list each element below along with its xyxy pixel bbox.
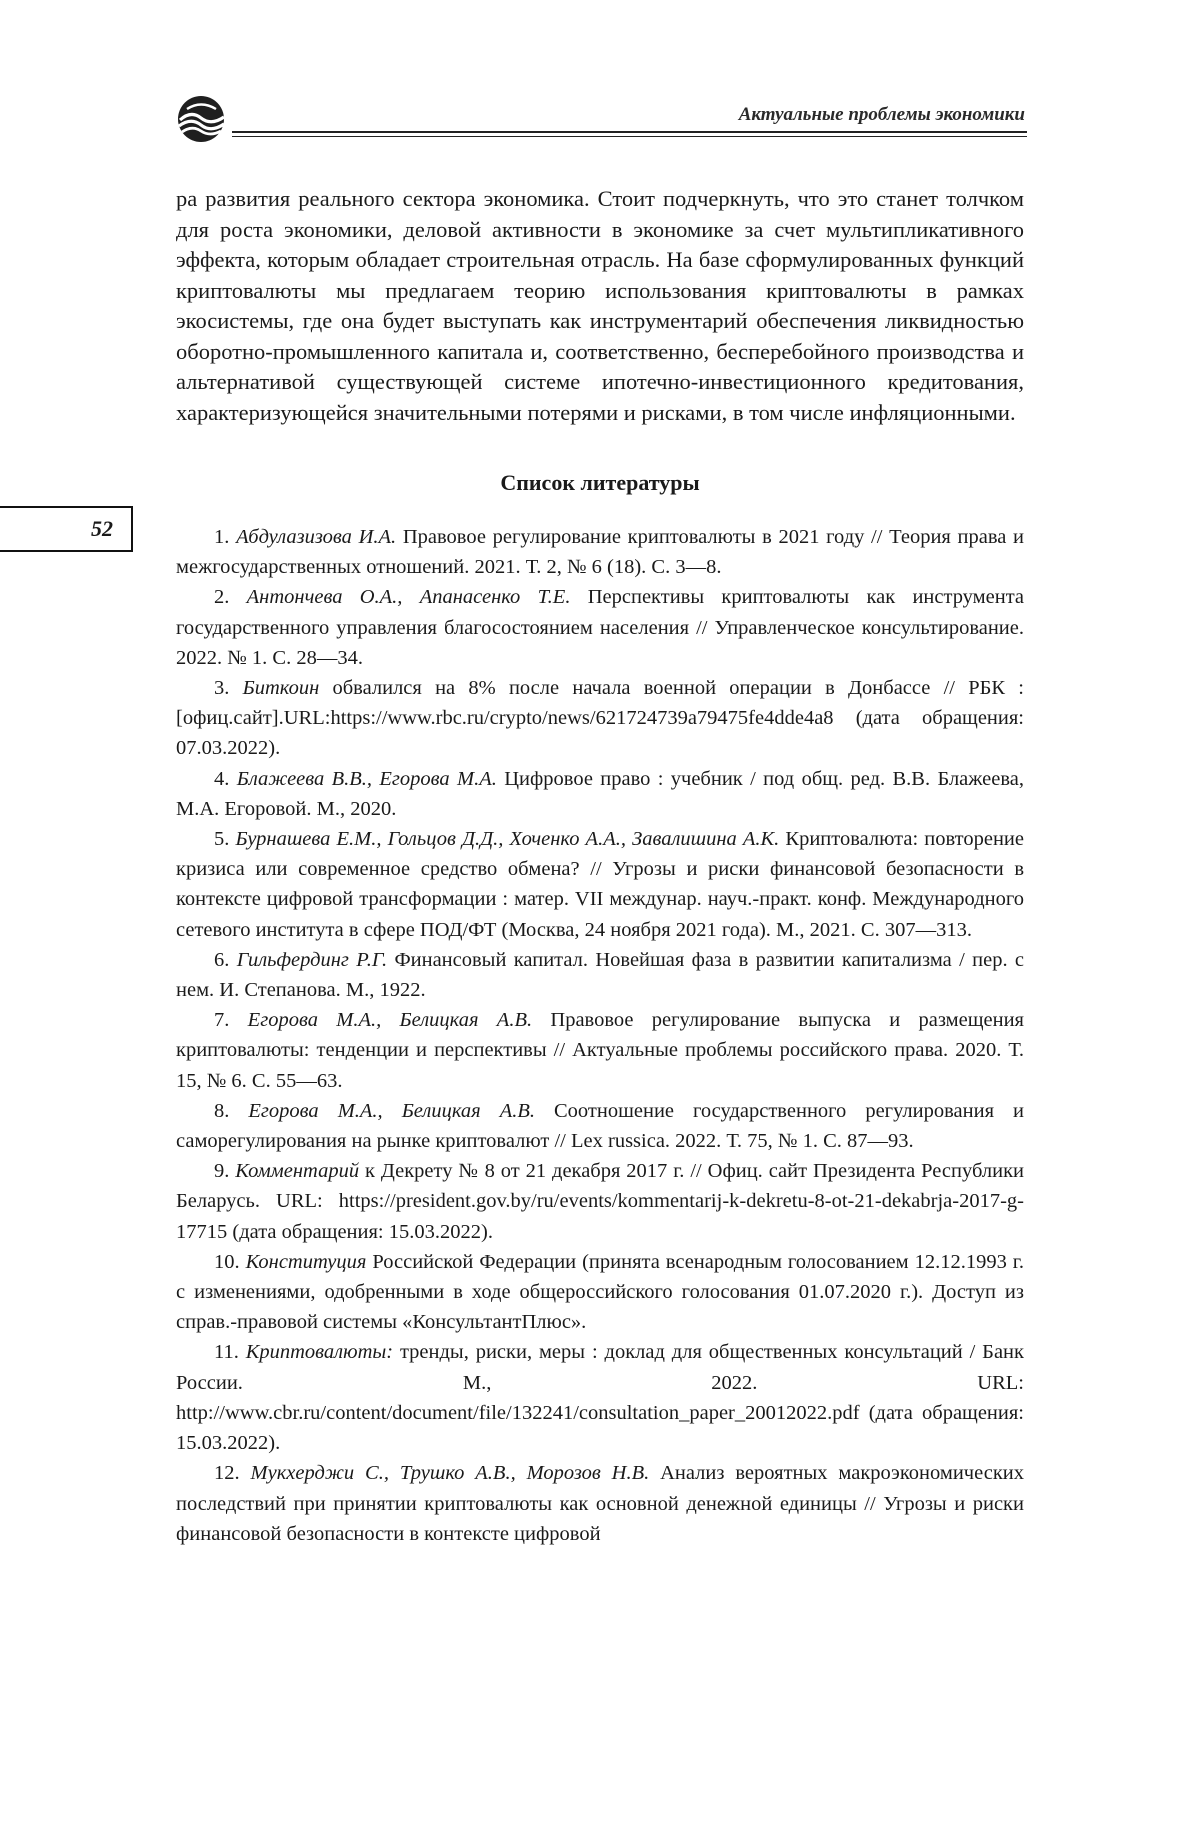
reference-number: 9. — [214, 1160, 236, 1183]
reference-item — [176, 1337, 1024, 1458]
intro-paragraph-block — [176, 184, 1024, 428]
reference-text: к Декрету № 8 от 21 декабря 2017 г. // Офиц. сайт Президента Республики Беларусь. URL: https://president.gov.by/ru/events/kommentarij-k-dekretu-8-ot-21-dekabrja-2017-g-17715 (дата обращения: 15.03.2022). — [176, 1160, 1025, 1243]
reference-number: 1. — [214, 526, 237, 548]
references-heading: Список литературы — [500, 470, 700, 495]
reference-number: 10. — [214, 1250, 246, 1273]
reference-item — [176, 582, 1024, 673]
reference-number: 8. — [214, 1099, 249, 1122]
reference-authors: Конституция — [245, 1250, 367, 1273]
reference-authors: Бурнашева Е.М., Гольцов Д.Д., Хоченко А.А., Завалишина А.К. — [235, 828, 780, 851]
reference-text: тренды, риски, меры : доклад для общественных консультаций / Банк России. М., 2022. URL: http://www.cbr.ru/content/document/file/132241/consultation_paper_20012022.pdf (дата обращения: 15.03.2022). — [176, 1341, 1024, 1455]
reference-authors: Блажеева В.В., Егорова М.А. — [236, 767, 497, 790]
reference-item — [176, 1005, 1024, 1096]
intro-paragraph: ра развития реального сектора экономика. Стоит подчеркнуть, что это станет толчком для роста экономики, деловой активности в экономике за счет мультипликативного эффекта, которым обладает строительная отрасль. На базе сформулированных функций криптовалюты мы предлагаем теорию использования криптовалюты в рамках экосистемы, где она будет выступать как инструментарий обеспечения ликвидностью оборотно-промышленного капитала и, соответственно, бесперебойного производства и альтернативой существующей системе ипотечно-инвестиционного кредитования, характеризующейся значительными потерями и рисками, в том числе инфляционными. — [176, 186, 1024, 425]
reference-authors: Егорова М.А., Белицкая А.В. — [247, 1009, 533, 1032]
reference-text: Перспективы криптовалюты как инструмента государственного управления благосостоянием населения // Управленческое консультирование. 2022. № 1. С. 28—34. — [176, 586, 1024, 669]
reference-number: 11. — [214, 1341, 246, 1364]
reference-text: Криптовалюта: повторение кризиса или современное средство обмена? // Угрозы и риски финансовой безопасности в контексте цифровой трансформации : матер. VII междунар. науч.-практ. конф. Международного сетевого института в сфере ПОД/ФТ (Москва, 24 ноября 2021 года). М., 2021. С. 307—313. — [176, 828, 1024, 941]
reference-item — [176, 522, 1024, 582]
running-header — [172, 94, 1027, 144]
reference-item — [176, 1096, 1024, 1156]
reference-item — [176, 764, 1024, 824]
reference-number: 3. — [214, 677, 243, 700]
reference-text: Анализ вероятных макроэкономических последствий при принятии криптовалюты как основной денежной единицы // Угрозы и риски финансовой безопасности в контексте цифровой — [176, 1462, 1024, 1545]
reference-item — [176, 945, 1024, 1005]
reference-number: 6. — [214, 948, 237, 971]
reference-authors: Егорова М.А., Белицкая А.В. — [248, 1099, 535, 1122]
reference-text: Правовое регулирование криптовалюты в 2021 году // Теория права и межгосударственных отношений. 2021. Т. 2, № 6 (18). С. 3—8. — [176, 526, 1025, 579]
reference-authors: Биткоин — [242, 677, 320, 700]
reference-number: 7. — [214, 1009, 248, 1032]
journal-wave-logo-icon — [172, 94, 234, 144]
reference-text: Цифровое право : учебник / под общ. ред. В.В. Блажеева, М.А. Егоровой. М., 2020. — [176, 767, 1025, 820]
page-number: 52 — [91, 516, 113, 541]
reference-authors: Мукхерджи С., Трушко А.В., Морозов Н.В. — [250, 1462, 650, 1485]
reference-number: 2. — [214, 586, 247, 609]
references-list — [176, 522, 1024, 1549]
reference-item — [176, 1156, 1024, 1247]
reference-authors: Абдулазизова И.А. — [236, 526, 397, 548]
reference-text: обвалился на 8% после начала военной операции в Донбассе // РБК :[офиц.сайт].URL:https://www.rbc.ru/crypto/news/621724739a79475fe4dde4a8 (дата обращения: 07.03.2022). — [176, 677, 1025, 760]
reference-number: 5. — [214, 828, 236, 851]
reference-authors: Гильфердинг Р.Г. — [236, 948, 388, 971]
reference-text: Правовое регулирование выпуска и размещения криптовалюты: тенденции и перспективы // Актуальные проблемы российского права. 2020. Т. 15, № 6. С. 55—63. — [176, 1009, 1024, 1092]
header-rule-thick — [232, 131, 1027, 133]
reference-item — [176, 673, 1024, 764]
reference-number: 4. — [214, 767, 237, 790]
reference-text: Российской Федерации (принята всенародным голосованием 12.12.1993 г. с изменениями, одобренными в ходе общероссийского голосования 01.07.2020 г.). Доступ из справ.-правовой системы «КонсультантПлюс». — [176, 1250, 1024, 1334]
reference-item — [176, 1247, 1024, 1338]
reference-authors: Комментарий — [235, 1160, 360, 1183]
reference-item — [176, 1458, 1024, 1549]
reference-number: 12. — [214, 1462, 251, 1485]
header-rule-thin — [232, 136, 1027, 137]
page-content — [176, 184, 1024, 1549]
page-number-box — [0, 506, 133, 552]
reference-authors: Криптовалюты: — [245, 1341, 394, 1364]
reference-text: Соотношение государственного регулирования и саморегулирования на рынке криптовалют // Lex russica. 2022. Т. 75, № 1. С. 87—93. — [176, 1099, 1024, 1153]
reference-text: Финансовый капитал. Новейшая фаза в развитии капитализма / пер. с нем. И. Степанова. М., 1922. — [176, 948, 1024, 1002]
reference-authors: Антончева О.А., Апанасенко Т.Е. — [246, 586, 571, 609]
reference-item — [176, 824, 1024, 945]
journal-title: Актуальные проблемы экономики — [738, 104, 1025, 125]
